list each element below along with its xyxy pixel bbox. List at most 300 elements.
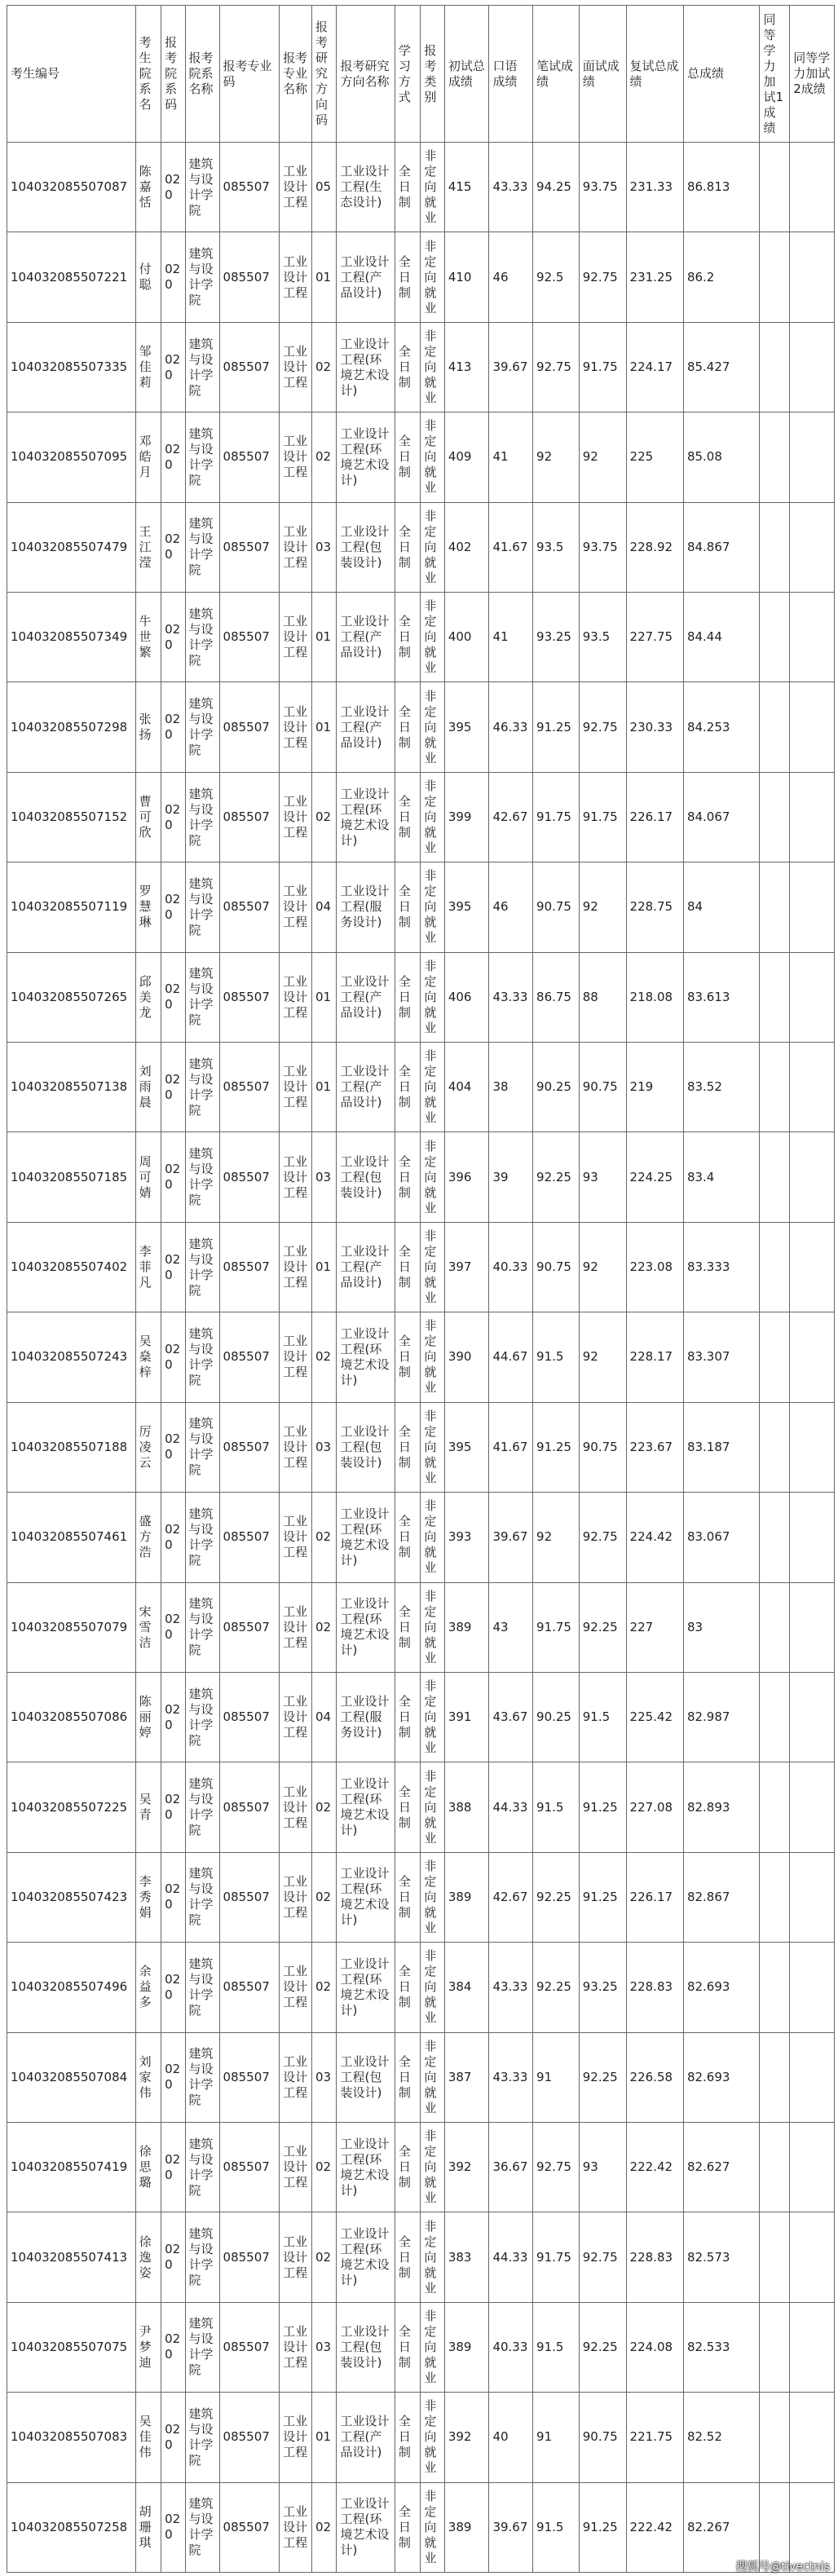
table-cell: 85.08	[683, 412, 760, 502]
table-cell: 建筑与设计学院	[185, 862, 219, 952]
table-cell: 92.25	[579, 1582, 626, 1672]
table-cell: 020	[161, 232, 185, 322]
table-cell: 非定向就业	[421, 2393, 444, 2482]
table-cell: 400	[444, 593, 489, 682]
table-cell: 工业设计工程	[280, 2393, 312, 2482]
table-cell	[760, 1943, 790, 2032]
table-cell: 全日制	[395, 2122, 421, 2212]
table-cell: 03	[312, 2032, 337, 2122]
table-cell: 93.75	[579, 143, 626, 232]
table-cell: 01	[312, 232, 337, 322]
table-cell: 104032085507152	[7, 772, 136, 862]
table-cell: 82.533	[683, 2302, 760, 2392]
table-cell: 104032085507084	[7, 2032, 136, 2122]
table-cell	[790, 1402, 835, 1492]
table-cell: 90.75	[579, 1043, 626, 1132]
table-cell: 085507	[219, 1762, 280, 1852]
table-cell: 非定向就业	[421, 502, 444, 592]
table-cell: 92.25	[533, 1852, 580, 1942]
table-cell: 83	[683, 1582, 760, 1672]
table-cell: 工业设计工程	[280, 682, 312, 772]
table-cell: 93.5	[579, 593, 626, 682]
table-cell: 020	[161, 1852, 185, 1942]
table-cell: 085507	[219, 2122, 280, 2212]
table-cell: 83.187	[683, 1402, 760, 1492]
table-cell: 085507	[219, 1402, 280, 1492]
table-cell: 93.25	[579, 1943, 626, 2032]
table-cell: 388	[444, 1762, 489, 1852]
table-cell: 395	[444, 862, 489, 952]
table-cell: 02	[312, 1762, 337, 1852]
table-cell: 390	[444, 1312, 489, 1402]
table-cell	[760, 1852, 790, 1942]
table-cell: 工业设计工程	[280, 1132, 312, 1222]
table-cell: 085507	[219, 1493, 280, 1582]
table-cell: 02	[312, 2212, 337, 2302]
column-header: 报考院系码	[161, 6, 185, 143]
table-cell: 03	[312, 1132, 337, 1222]
table-cell: 全日制	[395, 2212, 421, 2302]
table-cell: 工业设计工程	[280, 1402, 312, 1492]
table-row	[7, 2122, 835, 2212]
table-cell: 建筑与设计学院	[185, 1132, 219, 1222]
table-cell: 085507	[219, 1222, 280, 1312]
table-cell: 223.08	[626, 1222, 683, 1312]
table-cell: 86.813	[683, 143, 760, 232]
table-cell: 085507	[219, 143, 280, 232]
table-cell: 全日制	[395, 952, 421, 1042]
table-cell: 82.573	[683, 2212, 760, 2302]
table-cell: 44.67	[489, 1312, 533, 1402]
table-cell: 82.693	[683, 1943, 760, 2032]
table-cell: 104032085507095	[7, 412, 136, 502]
table-cell: 389	[444, 2482, 489, 2572]
table-cell: 92.75	[533, 2122, 580, 2212]
table-row	[7, 1222, 835, 1312]
table-cell: 尹梦迪	[135, 2302, 161, 2392]
table-cell: 020	[161, 412, 185, 502]
table-cell: 404	[444, 1043, 489, 1132]
table-cell: 91	[533, 2032, 580, 2122]
table-cell: 建筑与设计学院	[185, 1672, 219, 1762]
table-cell	[790, 2302, 835, 2392]
table-cell: 020	[161, 2212, 185, 2302]
table-cell: 224.17	[626, 322, 683, 412]
table-body	[7, 143, 835, 2573]
table-cell: 罗慧琳	[135, 862, 161, 952]
table-cell: 92.75	[533, 322, 580, 412]
table-cell: 020	[161, 1132, 185, 1222]
table-cell	[790, 2393, 835, 2482]
table-cell: 工业设计工程	[280, 772, 312, 862]
table-cell: 104032085507258	[7, 2482, 136, 2572]
table-cell: 建筑与设计学院	[185, 682, 219, 772]
table-cell: 104032085507243	[7, 1312, 136, 1402]
table-cell: 226.17	[626, 1852, 683, 1942]
table-cell	[760, 2032, 790, 2122]
table-row	[7, 1672, 835, 1762]
table-cell: 085507	[219, 2212, 280, 2302]
table-cell: 085507	[219, 1312, 280, 1402]
table-cell: 020	[161, 682, 185, 772]
table-cell: 46.33	[489, 682, 533, 772]
table-cell: 93	[579, 2122, 626, 2212]
column-header: 报考专业码	[219, 6, 280, 143]
table-cell	[760, 1222, 790, 1312]
table-cell: 225.42	[626, 1672, 683, 1762]
table-cell: 建筑与设计学院	[185, 2122, 219, 2212]
table-cell: 228.83	[626, 2212, 683, 2302]
table-cell: 非定向就业	[421, 232, 444, 322]
table-cell: 085507	[219, 232, 280, 322]
table-cell: 020	[161, 862, 185, 952]
table-cell: 全日制	[395, 1402, 421, 1492]
table-cell	[760, 2302, 790, 2392]
table-cell: 224.08	[626, 2302, 683, 2392]
table-cell: 231.33	[626, 143, 683, 232]
column-header: 报考院系名称	[185, 6, 219, 143]
table-cell: 刘雨晨	[135, 1043, 161, 1132]
table-cell: 91.75	[579, 322, 626, 412]
table-cell: 228.92	[626, 502, 683, 592]
table-cell: 全日制	[395, 2032, 421, 2122]
table-cell	[760, 143, 790, 232]
table-cell: 92.75	[579, 682, 626, 772]
table-row	[7, 1132, 835, 1222]
table-cell: 03	[312, 1402, 337, 1492]
table-cell: 非定向就业	[421, 1043, 444, 1132]
table-cell	[760, 1312, 790, 1402]
table-cell: 92.25	[533, 1943, 580, 2032]
table-cell: 非定向就业	[421, 412, 444, 502]
table-row	[7, 1943, 835, 2032]
table-cell: 86.75	[533, 952, 580, 1042]
table-cell: 219	[626, 1043, 683, 1132]
table-cell: 91.5	[533, 1312, 580, 1402]
table-cell: 104032085507349	[7, 593, 136, 682]
table-cell: 工业设计工程	[280, 862, 312, 952]
table-cell: 建筑与设计学院	[185, 1762, 219, 1852]
table-cell: 非定向就业	[421, 593, 444, 682]
table-cell: 41.67	[489, 1402, 533, 1492]
table-cell: 全日制	[395, 1222, 421, 1312]
table-cell: 非定向就业	[421, 2482, 444, 2572]
table-cell: 建筑与设计学院	[185, 2482, 219, 2572]
table-header	[7, 6, 835, 143]
table-cell: 92	[533, 412, 580, 502]
table-cell: 224.25	[626, 1132, 683, 1222]
table-cell: 020	[161, 2122, 185, 2212]
table-cell: 82.627	[683, 2122, 760, 2212]
table-cell: 建筑与设计学院	[185, 1222, 219, 1312]
table-cell: 226.17	[626, 772, 683, 862]
column-header: 考生院系名	[135, 6, 161, 143]
table-cell: 工业设计工程	[280, 2482, 312, 2572]
table-cell: 90.75	[533, 1222, 580, 1312]
table-cell: 020	[161, 1402, 185, 1492]
table-cell: 工业设计工程	[280, 2122, 312, 2212]
table-cell: 付聪	[135, 232, 161, 322]
table-cell: 建筑与设计学院	[185, 1493, 219, 1582]
table-cell	[790, 1852, 835, 1942]
table-cell: 90.75	[579, 2393, 626, 2482]
table-cell: 399	[444, 772, 489, 862]
table-cell: 工业设计工程	[280, 2212, 312, 2302]
table-cell: 全日制	[395, 862, 421, 952]
table-cell: 43.67	[489, 1672, 533, 1762]
table-cell: 104032085507402	[7, 1222, 136, 1312]
table-cell: 02	[312, 2482, 337, 2572]
table-cell: 工业设计工程(环境艺术设计)	[337, 772, 395, 862]
table-cell: 建筑与设计学院	[185, 1852, 219, 1942]
table-cell	[790, 232, 835, 322]
table-cell: 工业设计工程	[280, 1852, 312, 1942]
table-cell	[790, 322, 835, 412]
table-cell: 周可婧	[135, 1132, 161, 1222]
table-cell: 建筑与设计学院	[185, 593, 219, 682]
table-cell: 全日制	[395, 143, 421, 232]
table-cell	[760, 2393, 790, 2482]
table-cell: 104032085507083	[7, 2393, 136, 2482]
table-cell: 非定向就业	[421, 1312, 444, 1402]
table-cell: 104032085507479	[7, 502, 136, 592]
table-cell: 全日制	[395, 682, 421, 772]
table-cell: 建筑与设计学院	[185, 952, 219, 1042]
table-cell: 91.75	[533, 772, 580, 862]
table-cell: 085507	[219, 952, 280, 1042]
table-cell: 39	[489, 1132, 533, 1222]
table-cell	[790, 1132, 835, 1222]
table-row	[7, 502, 835, 592]
column-header: 报考专业名称	[280, 6, 312, 143]
table-row	[7, 1493, 835, 1582]
table-cell: 工业设计工程(产品设计)	[337, 232, 395, 322]
table-cell: 104032085507461	[7, 1493, 136, 1582]
table-cell: 92	[579, 412, 626, 502]
table-cell: 36.67	[489, 2122, 533, 2212]
table-cell: 工业设计工程	[280, 1222, 312, 1312]
table-cell: 工业设计工程	[280, 322, 312, 412]
table-cell: 104032085507185	[7, 1132, 136, 1222]
table-row	[7, 952, 835, 1042]
table-cell: 建筑与设计学院	[185, 1582, 219, 1672]
table-cell: 085507	[219, 593, 280, 682]
table-cell: 91.25	[579, 1762, 626, 1852]
table-cell: 91.25	[579, 2482, 626, 2572]
table-cell	[760, 1672, 790, 1762]
table-cell: 工业设计工程(环境艺术设计)	[337, 2482, 395, 2572]
table-cell: 221.75	[626, 2393, 683, 2482]
table-cell: 384	[444, 1943, 489, 2032]
table-cell	[760, 322, 790, 412]
table-cell: 104032085507075	[7, 2302, 136, 2392]
table-cell: 非定向就业	[421, 1582, 444, 1672]
table-cell: 非定向就业	[421, 143, 444, 232]
table-cell: 085507	[219, 862, 280, 952]
table-cell: 04	[312, 862, 337, 952]
table-cell: 刘家伟	[135, 2032, 161, 2122]
table-cell: 91.5	[533, 2302, 580, 2392]
table-cell: 90.25	[533, 1672, 580, 1762]
table-cell: 020	[161, 1043, 185, 1132]
table-cell: 王江滢	[135, 502, 161, 592]
table-cell: 94.25	[533, 143, 580, 232]
header-row	[7, 6, 835, 143]
table-cell: 104032085507188	[7, 1402, 136, 1492]
table-cell: 104032085507335	[7, 322, 136, 412]
table-cell: 非定向就业	[421, 322, 444, 412]
table-cell: 曹可欣	[135, 772, 161, 862]
table-cell: 02	[312, 1582, 337, 1672]
table-cell: 工业设计工程(环境艺术设计)	[337, 1762, 395, 1852]
table-cell: 陈丽婷	[135, 1672, 161, 1762]
table-cell: 工业设计工程	[280, 412, 312, 502]
table-cell: 085507	[219, 1943, 280, 2032]
table-cell: 43.33	[489, 1943, 533, 2032]
table-cell: 建筑与设计学院	[185, 322, 219, 412]
table-cell: 01	[312, 1222, 337, 1312]
table-cell: 227.75	[626, 593, 683, 682]
table-cell: 93.75	[579, 502, 626, 592]
table-cell: 104032085507298	[7, 682, 136, 772]
table-cell: 工业设计工程(产品设计)	[337, 1043, 395, 1132]
table-cell: 建筑与设计学院	[185, 1312, 219, 1402]
column-header: 同等学力加试2成绩	[790, 6, 835, 143]
table-cell: 03	[312, 2302, 337, 2392]
table-cell: 工业设计工程	[280, 1493, 312, 1582]
table-cell: 085507	[219, 1852, 280, 1942]
table-cell	[760, 412, 790, 502]
table-cell: 邹佳莉	[135, 322, 161, 412]
table-cell: 全日制	[395, 502, 421, 592]
table-cell: 39.67	[489, 322, 533, 412]
table-cell: 82.893	[683, 1762, 760, 1852]
table-cell: 全日制	[395, 2302, 421, 2392]
table-cell: 91.75	[533, 1582, 580, 1672]
table-cell: 389	[444, 2302, 489, 2392]
table-cell: 228.75	[626, 862, 683, 952]
table-cell	[790, 2032, 835, 2122]
table-cell: 全日制	[395, 1312, 421, 1402]
table-cell: 非定向就业	[421, 2032, 444, 2122]
table-cell: 020	[161, 2302, 185, 2392]
table-cell	[790, 502, 835, 592]
table-cell: 92.75	[579, 232, 626, 322]
table-cell: 085507	[219, 1132, 280, 1222]
table-cell: 工业设计工程(服务设计)	[337, 862, 395, 952]
table-cell: 085507	[219, 412, 280, 502]
table-cell: 建筑与设计学院	[185, 412, 219, 502]
table-cell	[790, 862, 835, 952]
table-cell	[760, 1132, 790, 1222]
table-cell: 91.25	[533, 682, 580, 772]
table-cell	[760, 2122, 790, 2212]
table-cell: 92.5	[533, 232, 580, 322]
table-cell: 工业设计工程(服务设计)	[337, 1672, 395, 1762]
table-cell: 225	[626, 412, 683, 502]
column-header: 复试总成绩	[626, 6, 683, 143]
table-cell: 建筑与设计学院	[185, 1043, 219, 1132]
table-cell: 228.17	[626, 1312, 683, 1402]
table-cell: 085507	[219, 2482, 280, 2572]
table-cell	[760, 593, 790, 682]
table-cell: 李秀娟	[135, 1852, 161, 1942]
table-cell: 83.307	[683, 1312, 760, 1402]
table-cell: 余益多	[135, 1943, 161, 2032]
table-cell: 工业设计工程(包装设计)	[337, 2302, 395, 2392]
table-cell: 393	[444, 1493, 489, 1582]
table-cell: 020	[161, 1493, 185, 1582]
table-cell: 工业设计工程	[280, 143, 312, 232]
table-cell: 04	[312, 1672, 337, 1762]
table-cell: 工业设计工程(产品设计)	[337, 593, 395, 682]
table-cell: 389	[444, 1852, 489, 1942]
table-cell: 020	[161, 1943, 185, 2032]
table-cell: 92.25	[533, 1132, 580, 1222]
table-cell: 82.987	[683, 1672, 760, 1762]
table-cell: 085507	[219, 772, 280, 862]
column-header: 报考类别	[421, 6, 444, 143]
table-cell: 宋雪洁	[135, 1582, 161, 1672]
table-cell: 224.42	[626, 1493, 683, 1582]
column-header: 学习方式	[395, 6, 421, 143]
table-row	[7, 593, 835, 682]
table-cell: 85.427	[683, 322, 760, 412]
table-cell	[760, 1043, 790, 1132]
table-cell: 02	[312, 1493, 337, 1582]
table-cell: 非定向就业	[421, 1672, 444, 1762]
table-cell: 397	[444, 1222, 489, 1312]
table-cell: 020	[161, 502, 185, 592]
table-cell: 83.613	[683, 952, 760, 1042]
table-cell: 91.75	[533, 2212, 580, 2302]
table-cell: 104032085507221	[7, 232, 136, 322]
table-cell: 非定向就业	[421, 862, 444, 952]
table-cell: 02	[312, 1312, 337, 1402]
table-cell: 非定向就业	[421, 2212, 444, 2302]
table-cell: 02	[312, 412, 337, 502]
table-cell: 盛方浩	[135, 1493, 161, 1582]
table-cell: 104032085507419	[7, 2122, 136, 2212]
table-row	[7, 143, 835, 232]
table-cell: 104032085507119	[7, 862, 136, 952]
table-cell: 91.5	[533, 1762, 580, 1852]
table-cell: 工业设计工程(包装设计)	[337, 1132, 395, 1222]
table-cell	[760, 1402, 790, 1492]
table-cell: 非定向就业	[421, 1943, 444, 2032]
table-row	[7, 1762, 835, 1852]
table-cell: 389	[444, 1582, 489, 1672]
table-cell: 90.25	[533, 1043, 580, 1132]
table-cell: 020	[161, 772, 185, 862]
table-cell: 104032085507423	[7, 1852, 136, 1942]
table-cell: 82.267	[683, 2482, 760, 2572]
table-cell: 92	[579, 1222, 626, 1312]
table-cell: 工业设计工程(环境艺术设计)	[337, 412, 395, 502]
table-cell: 43	[489, 1582, 533, 1672]
table-cell: 84.44	[683, 593, 760, 682]
table-cell: 工业设计工程	[280, 1762, 312, 1852]
table-cell: 46	[489, 862, 533, 952]
table-cell	[790, 772, 835, 862]
table-cell: 409	[444, 412, 489, 502]
table-cell: 104032085507138	[7, 1043, 136, 1132]
table-cell: 建筑与设计学院	[185, 232, 219, 322]
table-cell: 工业设计工程	[280, 1943, 312, 2032]
table-cell: 020	[161, 1672, 185, 1762]
table-cell: 085507	[219, 1582, 280, 1672]
table-row	[7, 2212, 835, 2302]
